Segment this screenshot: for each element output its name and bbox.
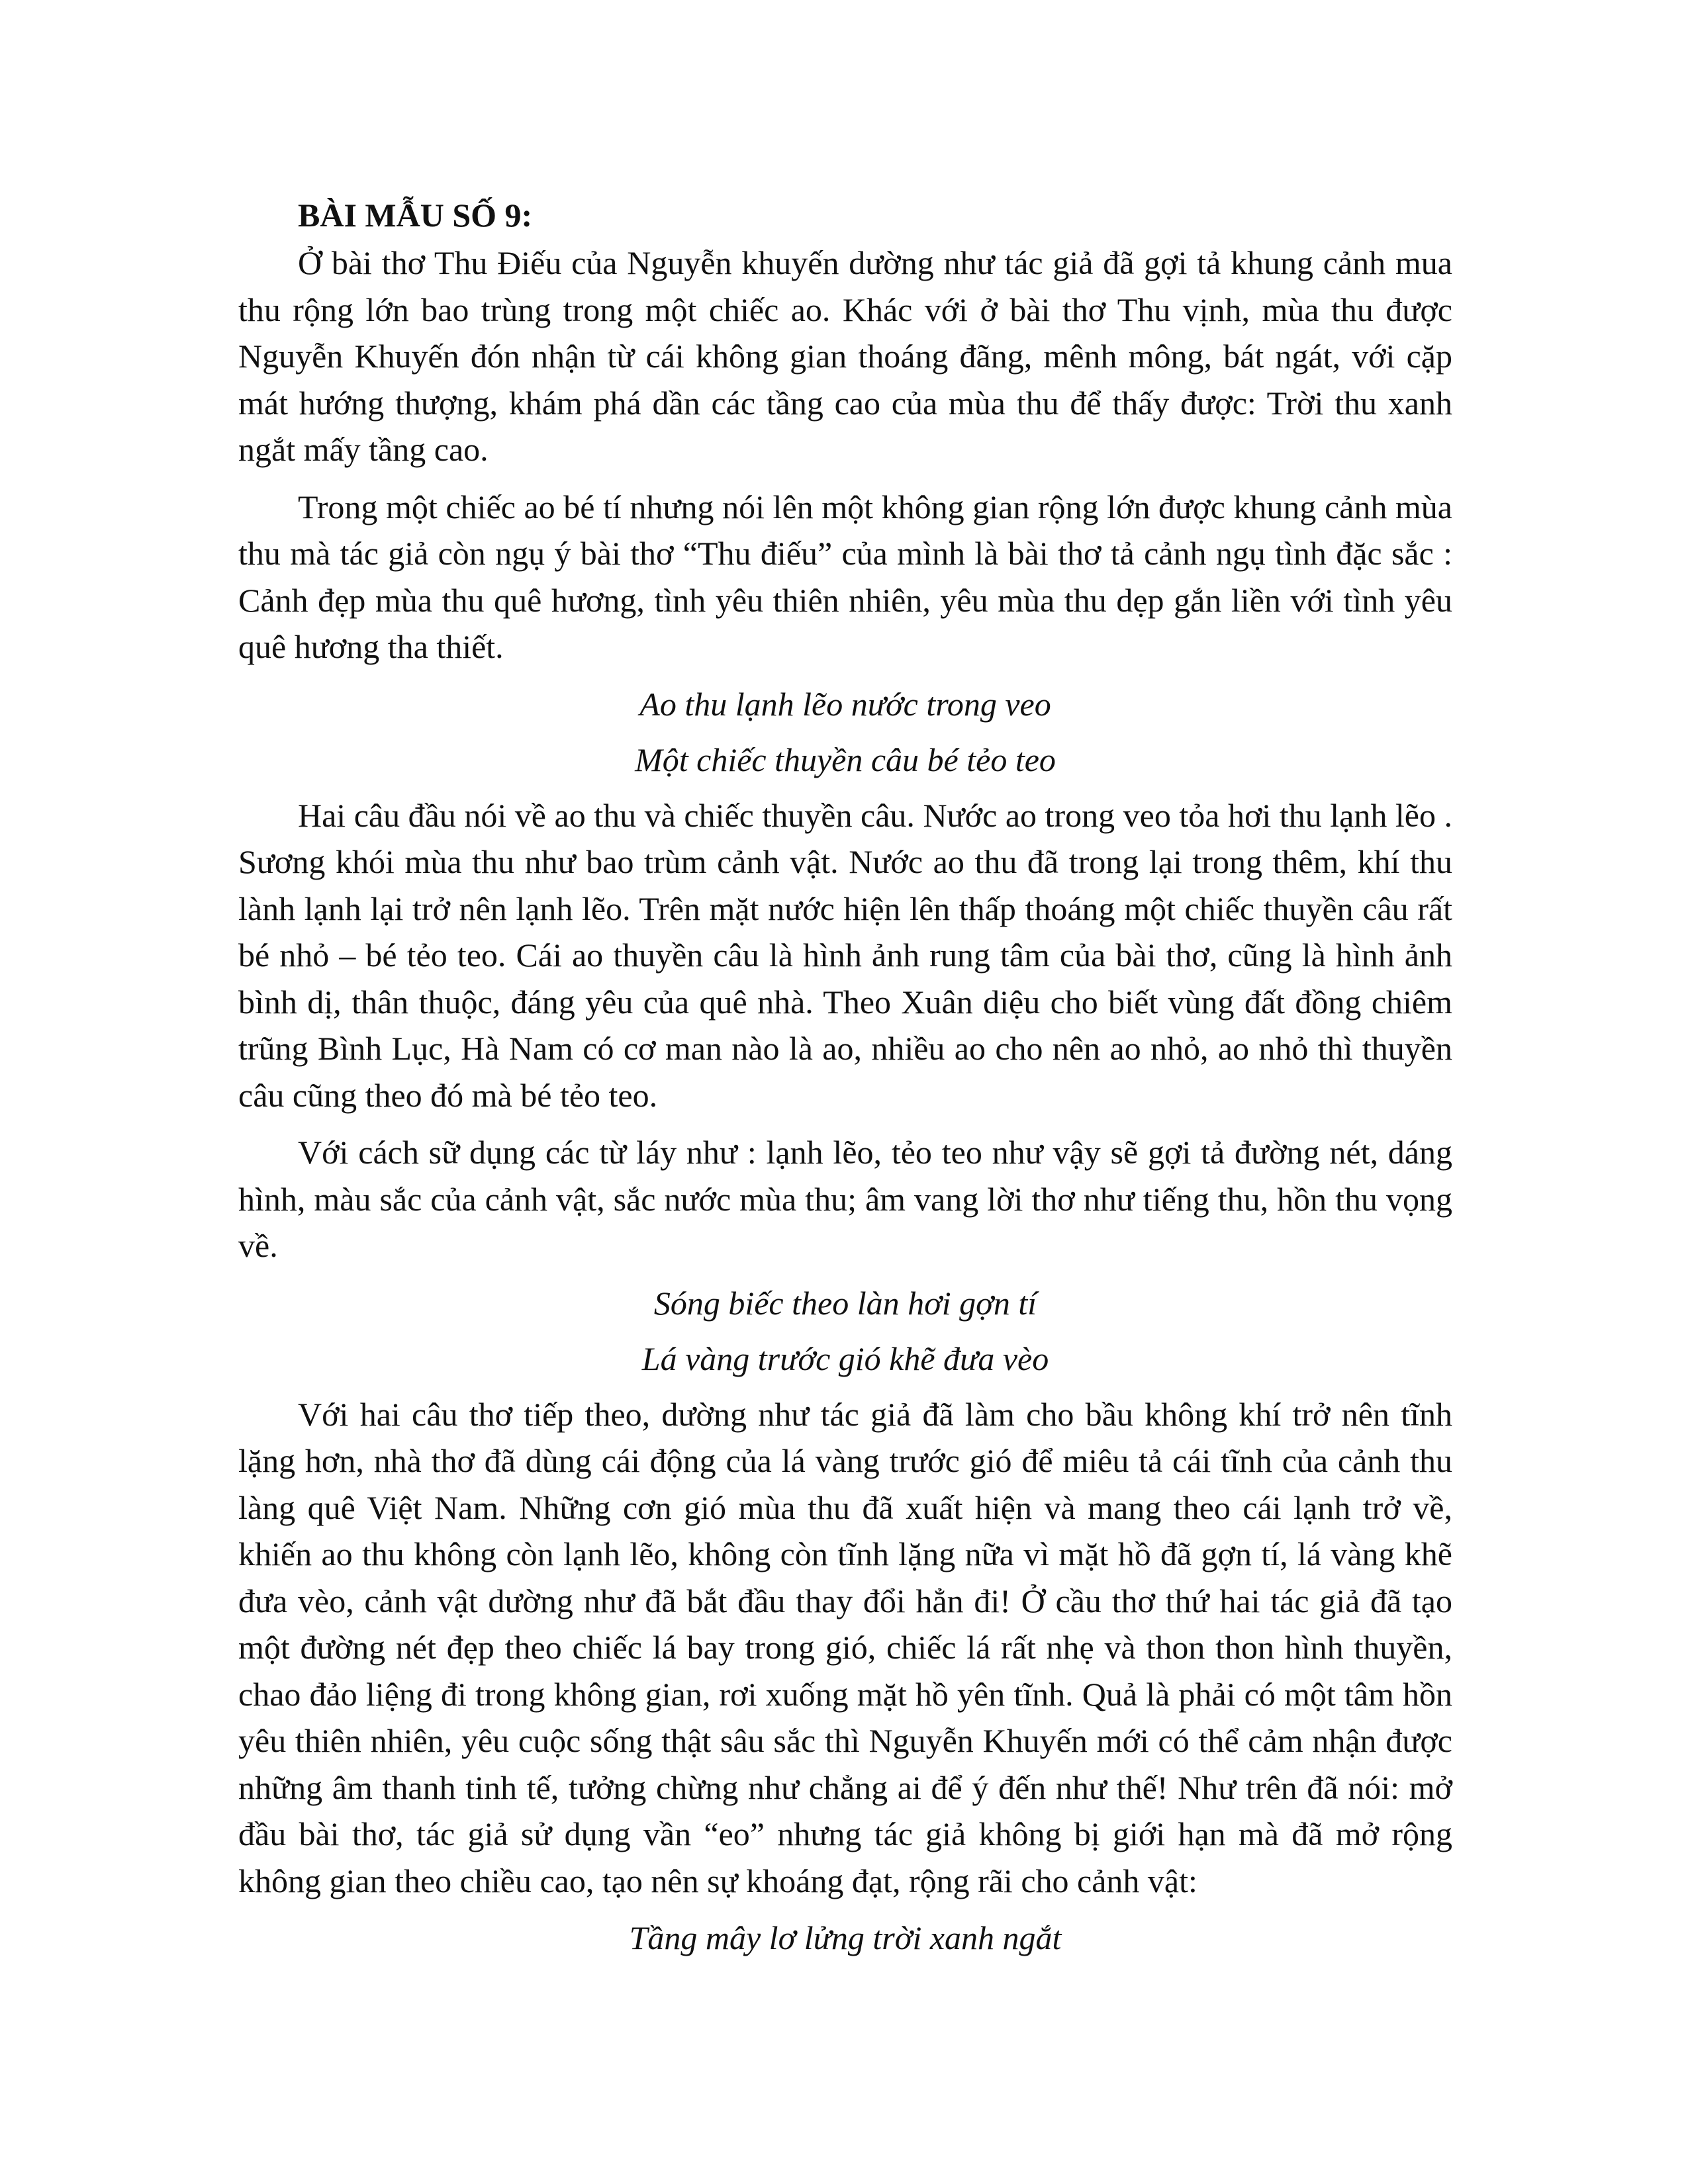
- document-page: [238, 192, 1452, 1970]
- poem-line: Ao thu lạnh lẽo nước trong veo: [639, 685, 1051, 723]
- poem-stanza-3: [238, 1915, 1452, 1961]
- paragraph-analysis-1: Hai câu đầu nói về ao thu và chiếc thuyền câu. Nước ao trong veo tỏa hơi thu lạnh lẽo . Sương khói mùa thu như bao trùm cảnh vật. Nước ao thu đã trong lại trong thêm, khí thu lành lạnh lại trở nên lạnh lẽo. Trên mặt nước hiện lên thấp thoáng một chiếc thuyền câu rất bé nhỏ – bé tẻo teo. Cái ao thuyền câu là hình ảnh rung tâm của bài thơ, cũng là hình ảnh bình dị, thân thuộc, đáng yêu của quê nhà. Theo Xuân diệu cho biết vùng đất đồng chiêm trũng Bình Lục, Hà Nam có cơ man nào là ao, nhiều ao cho nên ao nhỏ, ao nhỏ thì thuyền câu cũng theo đó mà bé tẻo teo.: [238, 796, 1452, 1114]
- poem-line: Một chiếc thuyền câu bé tẻo teo: [635, 741, 1056, 778]
- paragraph-analysis-3: Với hai câu thơ tiếp theo, dường như tác giả đã làm cho bầu không khí trở nên tĩnh lặng hơn, nhà thơ đã dùng cái động của lá vàng trước gió để miêu tả cái tĩnh của cảnh thu làng quê Việt Nam. Những cơn gió mùa thu đã xuất hiện và mang theo cái lạnh trở về, khiến ao thu không còn lạnh lẽo, không còn tĩnh lặng nữa vì mặt hồ đã gợn tí, lá vàng khẽ đưa vèo, cảnh vật dường như đã bắt đầu thay đổi hẳn đi! Ở cầu thơ thứ hai tác giả đã tạo một đường nét đẹp theo chiếc lá bay trong gió, chiếc lá rất nhẹ và thon thon hình thuyền, chao đảo liệng đi trong không gian, rơi xuống mặt hồ yên tĩnh. Quả là phải có một tâm hồn yêu thiên nhiên, yêu cuộc sống thật sâu sắc thì Nguyễn Khuyến mới có thể cảm nhận được những âm thanh tinh tế, tưởng chừng như chẳng ai để ý đến như thế! Như trên đã nói: mở đầu bài thơ, tác giả sử dụng vần “eo” nhưng tác giả không bị giới hạn mà đã mở rộng không gian theo chiều cao, tạo nên sự khoáng đạt, rộng rãi cho cảnh vật:: [238, 1395, 1452, 1899]
- poem-line: Tầng mây lơ lửng trời xanh ngắt: [629, 1919, 1062, 1956]
- paragraph-analysis-2: Với cách sữ dụng các từ láy như : lạnh lẽo, tẻo teo như vậy sẽ gợi tả đường nét, dáng hình, màu sắc của cảnh vật, sắc nước mùa thu; âm vang lời thơ như tiếng thu, hồn thu vọng về.: [238, 1134, 1452, 1264]
- poem-stanza-1: [238, 681, 1452, 783]
- document-title: BÀI MẪU SỐ 9:: [298, 197, 533, 234]
- poem-line: Lá vàng trước gió khẽ đưa vèo: [641, 1340, 1049, 1377]
- paragraph-intro: Ở bài thơ Thu Điếu của Nguyễn khuyến dường như tác giả đã gợi tả khung cảnh mua thu rộng lớn bao trùng trong một chiếc ao. Khác với ở bài thơ Thu vịnh, mùa thu được Nguyễn Khuyến đón nhận từ cái không gian thoáng đãng, mênh mông, bát ngát, với cặp mát hướng thượng, khám phá dần các tầng cao của mùa thu để thấy được: Trời thu xanh ngắt mấy tầng cao.: [238, 244, 1452, 468]
- poem-stanza-2: [238, 1280, 1452, 1382]
- paragraph-theme: Trong một chiếc ao bé tí nhưng nói lên một không gian rộng lớn được khung cảnh mùa thu mà tác giả còn ngụ ý bài thơ “Thu điếu” của mình là bài thơ tả cảnh ngụ tình đặc sắc : Cảnh đẹp mùa thu quê hương, tình yêu thiên nhiên, yêu mùa thu dẹp gắn liền với tình yêu quê hương tha thiết.: [238, 488, 1452, 665]
- poem-line: Sóng biếc theo làn hơi gợn tí: [653, 1284, 1037, 1322]
